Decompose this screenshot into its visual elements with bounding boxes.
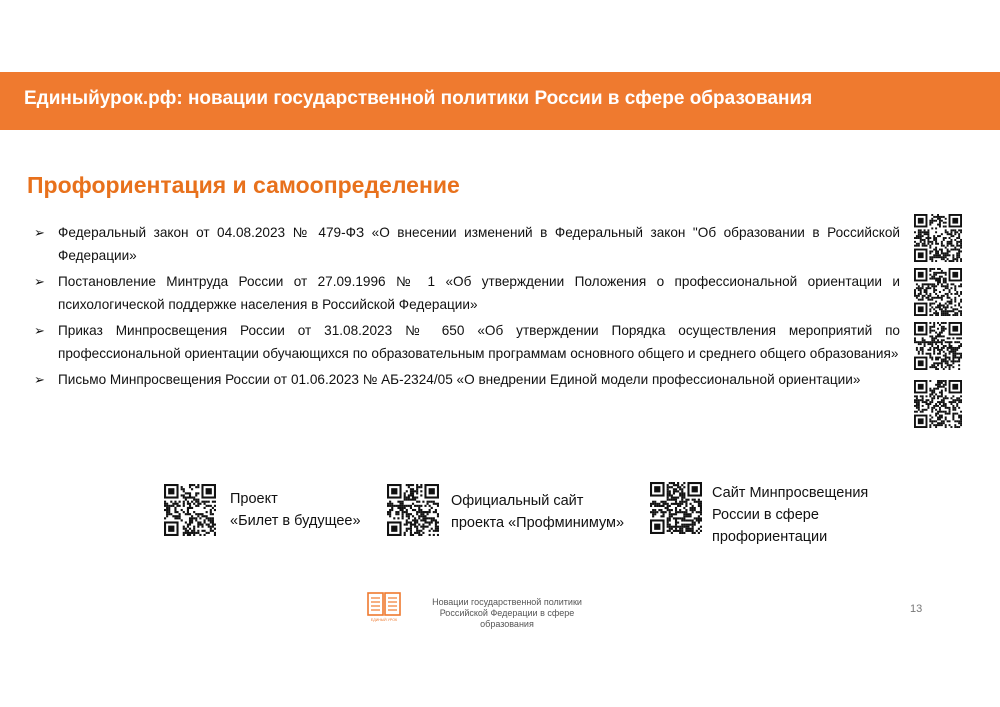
resource-links bbox=[0, 482, 1000, 562]
link-minprosveshcheniya[interactable] bbox=[712, 482, 868, 548]
arrow-bullet-icon: ➢ bbox=[34, 323, 45, 338]
link-line: проекта «Профминимум» bbox=[451, 515, 625, 531]
page-number: 13 bbox=[910, 603, 923, 615]
link-line: «Билет в будущее» bbox=[230, 513, 361, 529]
arrow-bullet-icon: ➢ bbox=[34, 274, 45, 289]
qr-code-icon[interactable] bbox=[914, 268, 962, 316]
footer-line: Российской Федерации в сфере образования bbox=[439, 608, 575, 629]
qr-code-icon[interactable] bbox=[914, 380, 962, 428]
list-item bbox=[34, 369, 900, 392]
edinyy-urok-logo bbox=[366, 591, 402, 623]
qr-code-icon[interactable] bbox=[650, 482, 702, 534]
qr-code-icon[interactable] bbox=[914, 214, 962, 262]
qr-code-icon[interactable] bbox=[387, 484, 439, 536]
link-line: Официальный сайт bbox=[451, 493, 584, 509]
list-item-text: Письмо Минпросвещения России от 01.06.2023 № АБ-2324/05 «О внедрении Единой модели профессиональной ориентации» bbox=[58, 372, 861, 387]
section-title: Профориентация и самоопределение bbox=[27, 172, 460, 198]
page-header-title: Единыйурок.рф: новации государственной политики России в сфере образования bbox=[24, 88, 813, 109]
arrow-bullet-icon: ➢ bbox=[34, 372, 45, 387]
header-banner bbox=[0, 72, 1000, 130]
list-item-text: Федеральный закон от 04.08.2023 № 479-ФЗ «О внесении изменений в Федеральный закон "Об образовании в Российской Федерации» bbox=[58, 225, 900, 263]
arrow-bullet-icon: ➢ bbox=[34, 225, 45, 240]
link-bilet-v-budushchee[interactable] bbox=[230, 488, 361, 532]
link-line: России в сфере bbox=[712, 507, 819, 523]
footer-line: Новации государственной политики bbox=[432, 597, 582, 607]
svg-text:ЕДИНЫЙ УРОК: ЕДИНЫЙ УРОК bbox=[370, 618, 398, 622]
list-item-text: Постановление Минтруда России от 27.09.1996 № 1 «Об утверждении Положения о профессиональной ориентации и психологической поддержке населения в Российской Федерации» bbox=[58, 274, 900, 312]
link-line: Проект bbox=[230, 491, 278, 507]
footer-caption bbox=[412, 597, 602, 630]
link-line: профориентации bbox=[712, 529, 828, 545]
qr-code-icon[interactable] bbox=[164, 484, 216, 536]
document-list bbox=[34, 222, 900, 396]
list-item bbox=[34, 222, 900, 267]
list-item bbox=[34, 320, 900, 365]
link-line: Сайт Минпросвещения bbox=[712, 485, 869, 501]
qr-code-icon[interactable] bbox=[914, 322, 962, 370]
list-item bbox=[34, 271, 900, 316]
link-profminimum[interactable] bbox=[451, 490, 624, 534]
list-item-text: Приказ Минпросвещения России от 31.08.2023 № 650 «Об утверждении Порядка осуществления мероприятий по профессиональной ориентации обучающихся по образовательным программам основного общего и среднего общего образования» bbox=[58, 323, 900, 361]
